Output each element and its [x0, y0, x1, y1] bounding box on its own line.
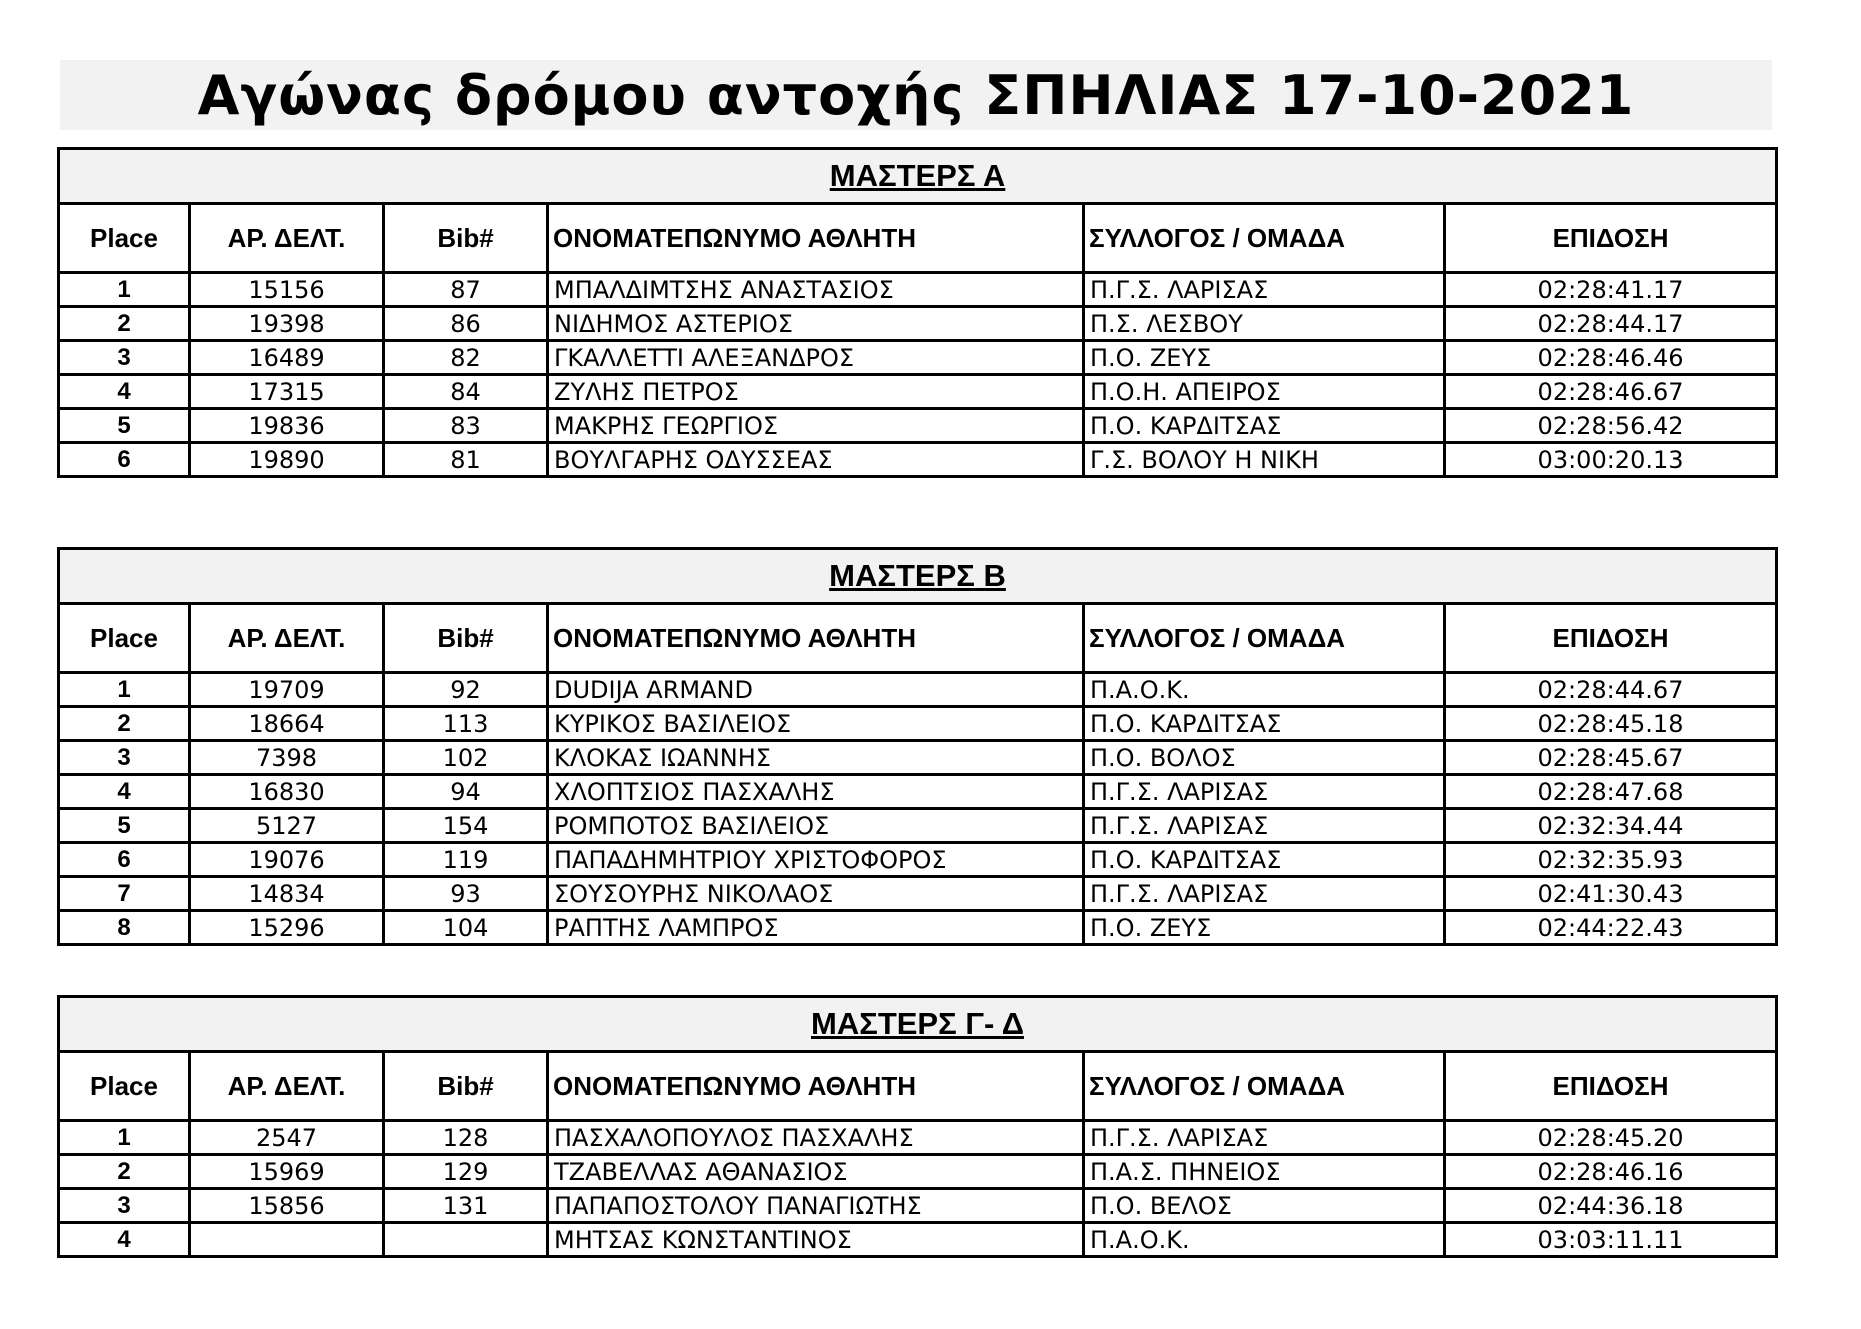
- results-table: [57, 547, 1778, 946]
- header-license: ΑΡ. ΔΕΛΤ.: [190, 604, 384, 673]
- bib-cell: 131: [384, 1189, 548, 1223]
- license-cell: 15969: [190, 1155, 384, 1189]
- club-cell: Π.Ο. ΒΕΛΟΣ: [1084, 1189, 1445, 1223]
- header-row: [59, 204, 1777, 273]
- place-cell: 3: [59, 341, 190, 375]
- license-cell: 15296: [190, 911, 384, 945]
- name-cell: ΒΟΥΛΓΑΡΗΣ ΟΔΥΣΣΕΑΣ: [548, 443, 1084, 477]
- time-cell: 02:32:35.93: [1445, 843, 1777, 877]
- place-cell: 1: [59, 1121, 190, 1155]
- place-cell: 2: [59, 1155, 190, 1189]
- header-place: Place: [59, 1052, 190, 1121]
- name-cell: ΠΑΠΑΠΟΣΤΟΛΟΥ ΠΑΝΑΓΙΩΤΗΣ: [548, 1189, 1084, 1223]
- bib-cell: 92: [384, 673, 548, 707]
- bib-cell: 81: [384, 443, 548, 477]
- time-cell: 02:28:46.16: [1445, 1155, 1777, 1189]
- name-cell: ΜΑΚΡΗΣ ΓΕΩΡΓΙΟΣ: [548, 409, 1084, 443]
- results-section-masters-a: [57, 147, 1775, 478]
- club-cell: Π.Γ.Σ. ΛΑΡΙΣΑΣ: [1084, 273, 1445, 307]
- name-cell: ΚΛΟΚΑΣ ΙΩΑΝΝΗΣ: [548, 741, 1084, 775]
- table-row: [59, 375, 1777, 409]
- results-section-masters-g-d: [57, 995, 1775, 1258]
- club-cell: Π.Ο. ΚΑΡΔΙΤΣΑΣ: [1084, 409, 1445, 443]
- license-cell: 19890: [190, 443, 384, 477]
- bib-cell: 82: [384, 341, 548, 375]
- club-cell: Π.Ο. ΖΕΥΣ: [1084, 341, 1445, 375]
- name-cell: ΠΑΣΧΑΛΟΠΟΥΛΟΣ ΠΑΣΧΑΛΗΣ: [548, 1121, 1084, 1155]
- bib-cell: 83: [384, 409, 548, 443]
- club-cell: Π.Α.Ο.Κ.: [1084, 673, 1445, 707]
- time-cell: 02:28:46.46: [1445, 341, 1777, 375]
- time-cell: 02:28:44.67: [1445, 673, 1777, 707]
- place-cell: 6: [59, 443, 190, 477]
- club-cell: Π.Γ.Σ. ΛΑΡΙΣΑΣ: [1084, 1121, 1445, 1155]
- results-table: [57, 995, 1778, 1258]
- bib-cell: 87: [384, 273, 548, 307]
- table-row: [59, 809, 1777, 843]
- table-row: [59, 775, 1777, 809]
- time-cell: 02:44:36.18: [1445, 1189, 1777, 1223]
- bib-cell: 84: [384, 375, 548, 409]
- place-cell: 4: [59, 375, 190, 409]
- place-cell: 4: [59, 775, 190, 809]
- name-cell: ΝΙΔΗΜΟΣ ΑΣΤΕΡΙΟΣ: [548, 307, 1084, 341]
- license-cell: 5127: [190, 809, 384, 843]
- time-cell: 02:44:22.43: [1445, 911, 1777, 945]
- club-cell: Π.Α.Ο.Κ.: [1084, 1223, 1445, 1257]
- bib-cell: 104: [384, 911, 548, 945]
- time-cell: 02:28:41.17: [1445, 273, 1777, 307]
- page-title: Αγώνας δρόμου αντοχής ΣΠΗΛΙΑΣ 17-10-2021: [197, 63, 1635, 127]
- bib-cell: 154: [384, 809, 548, 843]
- license-cell: 16830: [190, 775, 384, 809]
- license-cell: [190, 1223, 384, 1257]
- table-row: [59, 409, 1777, 443]
- license-cell: 2547: [190, 1121, 384, 1155]
- category-row: [59, 549, 1777, 604]
- table-row: [59, 307, 1777, 341]
- header-bib: Bib#: [384, 204, 548, 273]
- time-cell: 02:28:45.20: [1445, 1121, 1777, 1155]
- bib-cell: 93: [384, 877, 548, 911]
- category-title: ΜΑΣΤΕΡΣ Α: [59, 149, 1777, 204]
- header-club: ΣΥΛΛΟΓΟΣ / ΟΜΑΔΑ: [1084, 204, 1445, 273]
- header-time: ΕΠΙΔΟΣΗ: [1445, 1052, 1777, 1121]
- club-cell: Π.Ο. ΚΑΡΔΙΤΣΑΣ: [1084, 843, 1445, 877]
- time-cell: 02:41:30.43: [1445, 877, 1777, 911]
- table-row: [59, 741, 1777, 775]
- bib-cell: 94: [384, 775, 548, 809]
- header-place: Place: [59, 204, 190, 273]
- license-cell: 19076: [190, 843, 384, 877]
- table-row: [59, 911, 1777, 945]
- table-row: [59, 443, 1777, 477]
- header-time: ΕΠΙΔΟΣΗ: [1445, 204, 1777, 273]
- license-cell: 18664: [190, 707, 384, 741]
- header-license: ΑΡ. ΔΕΛΤ.: [190, 204, 384, 273]
- place-cell: 8: [59, 911, 190, 945]
- results-section-masters-b: [57, 547, 1775, 946]
- club-cell: Π.Ο. ΚΑΡΔΙΤΣΑΣ: [1084, 707, 1445, 741]
- club-cell: Π.Σ. ΛΕΣΒΟΥ: [1084, 307, 1445, 341]
- header-name: ΟΝΟΜΑΤΕΠΩΝΥΜΟ ΑΘΛΗΤΗ: [548, 204, 1084, 273]
- name-cell: ΧΛΟΠΤΣΙΟΣ ΠΑΣΧΑΛΗΣ: [548, 775, 1084, 809]
- category-title: ΜΑΣΤΕΡΣ Β: [59, 549, 1777, 604]
- category-title: ΜΑΣΤΕΡΣ Γ- Δ: [59, 997, 1777, 1052]
- club-cell: Γ.Σ. ΒΟΛΟΥ Η ΝΙΚΗ: [1084, 443, 1445, 477]
- bib-cell: 113: [384, 707, 548, 741]
- header-name: ΟΝΟΜΑΤΕΠΩΝΥΜΟ ΑΘΛΗΤΗ: [548, 604, 1084, 673]
- place-cell: 1: [59, 673, 190, 707]
- category-row: [59, 997, 1777, 1052]
- place-cell: 4: [59, 1223, 190, 1257]
- name-cell: ΓΚΑΛΛΕΤΤΙ ΑΛΕΞΑΝΔΡΟΣ: [548, 341, 1084, 375]
- table-row: [59, 1189, 1777, 1223]
- bib-cell: [384, 1223, 548, 1257]
- name-cell: ΤΖΑΒΕΛΛΑΣ ΑΘΑΝΑΣΙΟΣ: [548, 1155, 1084, 1189]
- header-bib: Bib#: [384, 604, 548, 673]
- time-cell: 02:28:45.18: [1445, 707, 1777, 741]
- name-cell: ΜΗΤΣΑΣ ΚΩΝΣΤΑΝΤΙΝΟΣ: [548, 1223, 1084, 1257]
- time-cell: 02:28:56.42: [1445, 409, 1777, 443]
- table-row: [59, 341, 1777, 375]
- name-cell: ΜΠΑΛΔΙΜΤΣΗΣ ΑΝΑΣΤΑΣΙΟΣ: [548, 273, 1084, 307]
- name-cell: ΣΟΥΣΟΥΡΗΣ ΝΙΚΟΛΑΟΣ: [548, 877, 1084, 911]
- license-cell: 16489: [190, 341, 384, 375]
- time-cell: 03:00:20.13: [1445, 443, 1777, 477]
- name-cell: ΖΥΛΗΣ ΠΕΤΡΟΣ: [548, 375, 1084, 409]
- license-cell: 15856: [190, 1189, 384, 1223]
- place-cell: 5: [59, 409, 190, 443]
- bib-cell: 102: [384, 741, 548, 775]
- name-cell: ΠΑΠΑΔΗΜΗΤΡΙΟΥ ΧΡΙΣΤΟΦΟΡΟΣ: [548, 843, 1084, 877]
- time-cell: 02:28:47.68: [1445, 775, 1777, 809]
- name-cell: DUDIJA ARMAND: [548, 673, 1084, 707]
- place-cell: 5: [59, 809, 190, 843]
- license-cell: 15156: [190, 273, 384, 307]
- name-cell: ΡΑΠΤΗΣ ΛΑΜΠΡΟΣ: [548, 911, 1084, 945]
- club-cell: Π.Γ.Σ. ΛΑΡΙΣΑΣ: [1084, 775, 1445, 809]
- time-cell: 02:28:46.67: [1445, 375, 1777, 409]
- place-cell: 2: [59, 707, 190, 741]
- place-cell: 6: [59, 843, 190, 877]
- bib-cell: 129: [384, 1155, 548, 1189]
- results-table: [57, 147, 1778, 478]
- header-club: ΣΥΛΛΟΓΟΣ / ΟΜΑΔΑ: [1084, 1052, 1445, 1121]
- club-cell: Π.Ο. ΖΕΥΣ: [1084, 911, 1445, 945]
- place-cell: 1: [59, 273, 190, 307]
- table-row: [59, 1155, 1777, 1189]
- club-cell: Π.Α.Σ. ΠΗΝΕΙΟΣ: [1084, 1155, 1445, 1189]
- license-cell: 17315: [190, 375, 384, 409]
- name-cell: ΚΥΡΙΚΟΣ ΒΑΣΙΛΕΙΟΣ: [548, 707, 1084, 741]
- table-row: [59, 1121, 1777, 1155]
- place-cell: 3: [59, 1189, 190, 1223]
- time-cell: 03:03:11.11: [1445, 1223, 1777, 1257]
- header-license: ΑΡ. ΔΕΛΤ.: [190, 1052, 384, 1121]
- table-row: [59, 1223, 1777, 1257]
- name-cell: ΡΟΜΠΟΤΟΣ ΒΑΣΙΛΕΙΟΣ: [548, 809, 1084, 843]
- table-row: [59, 673, 1777, 707]
- header-bib: Bib#: [384, 1052, 548, 1121]
- table-row: [59, 273, 1777, 307]
- header-time: ΕΠΙΔΟΣΗ: [1445, 604, 1777, 673]
- header-name: ΟΝΟΜΑΤΕΠΩΝΥΜΟ ΑΘΛΗΤΗ: [548, 1052, 1084, 1121]
- place-cell: 3: [59, 741, 190, 775]
- club-cell: Π.Ο.Η. ΑΠΕΙΡΟΣ: [1084, 375, 1445, 409]
- header-row: [59, 604, 1777, 673]
- time-cell: 02:28:44.17: [1445, 307, 1777, 341]
- place-cell: 7: [59, 877, 190, 911]
- table-row: [59, 707, 1777, 741]
- club-cell: Π.Ο. ΒΟΛΟΣ: [1084, 741, 1445, 775]
- license-cell: 19709: [190, 673, 384, 707]
- place-cell: 2: [59, 307, 190, 341]
- table-row: [59, 843, 1777, 877]
- bib-cell: 119: [384, 843, 548, 877]
- header-row: [59, 1052, 1777, 1121]
- license-cell: 19836: [190, 409, 384, 443]
- license-cell: 14834: [190, 877, 384, 911]
- license-cell: 19398: [190, 307, 384, 341]
- title-band: [60, 60, 1772, 130]
- license-cell: 7398: [190, 741, 384, 775]
- table-row: [59, 877, 1777, 911]
- header-club: ΣΥΛΛΟΓΟΣ / ΟΜΑΔΑ: [1084, 604, 1445, 673]
- club-cell: Π.Γ.Σ. ΛΑΡΙΣΑΣ: [1084, 809, 1445, 843]
- time-cell: 02:32:34.44: [1445, 809, 1777, 843]
- bib-cell: 128: [384, 1121, 548, 1155]
- header-place: Place: [59, 604, 190, 673]
- club-cell: Π.Γ.Σ. ΛΑΡΙΣΑΣ: [1084, 877, 1445, 911]
- category-row: [59, 149, 1777, 204]
- time-cell: 02:28:45.67: [1445, 741, 1777, 775]
- bib-cell: 86: [384, 307, 548, 341]
